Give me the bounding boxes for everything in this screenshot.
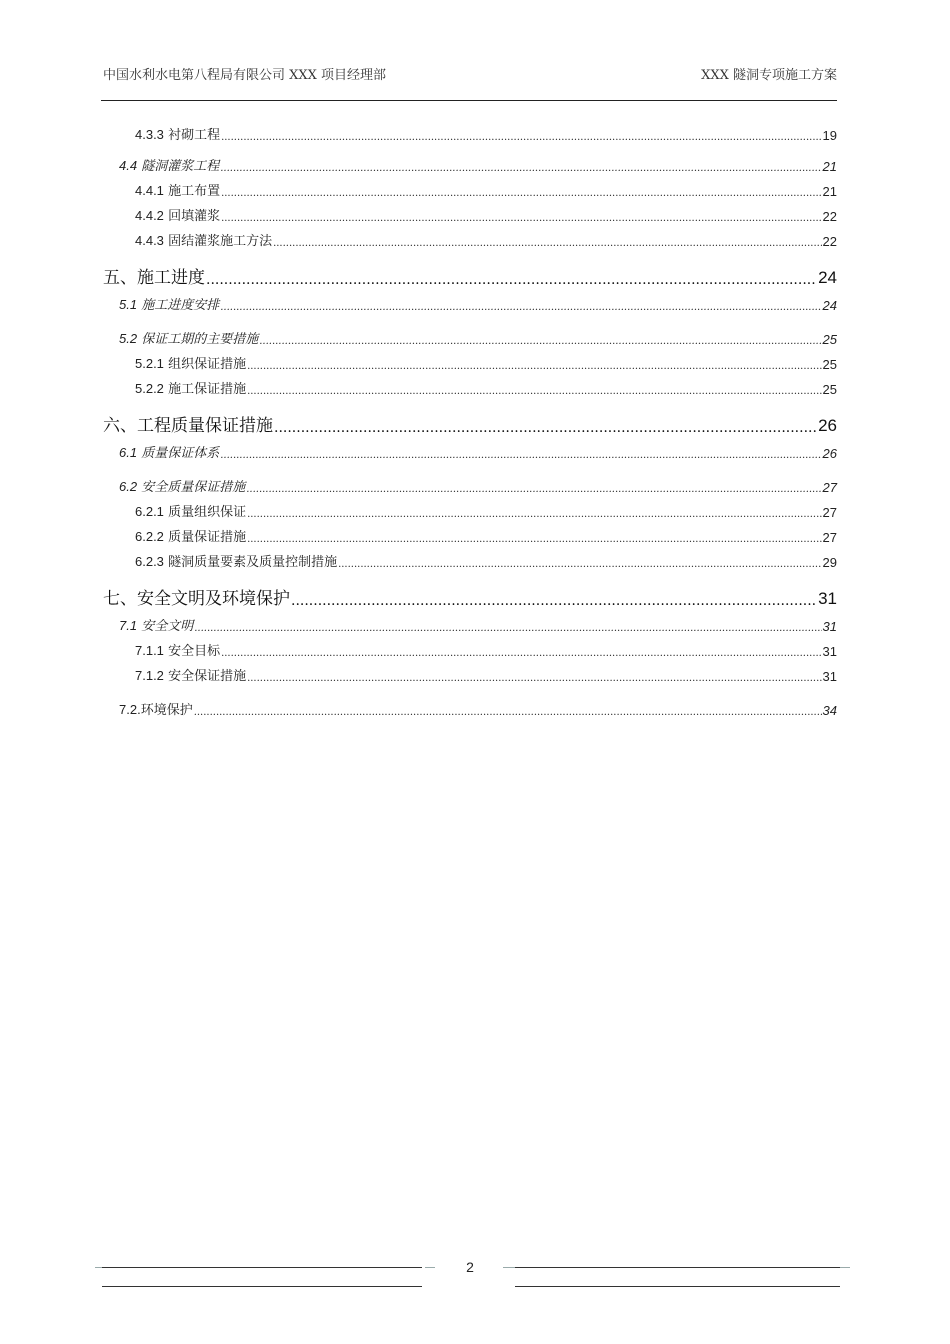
toc-leader: [194, 623, 821, 634]
toc-leader: [273, 238, 821, 249]
toc-title: 安全保证措施: [168, 669, 247, 684]
toc-page: 22: [822, 209, 837, 224]
toc-page: 31: [818, 589, 837, 608]
toc-number: 7.1: [119, 618, 138, 633]
toc-title: 环境保护: [140, 703, 193, 718]
toc-chapter-entry[interactable]: [103, 584, 837, 609]
toc-title: 施工保证措施: [168, 382, 247, 397]
toc-leader: [221, 648, 821, 659]
toc-leader: [338, 559, 821, 570]
toc-title: 施工进度: [137, 268, 205, 288]
header-divider: [101, 100, 837, 101]
toc-number: 4.3.3: [135, 127, 164, 142]
header-left-text: 中国水利水电第八程局有限公司 XXX 项目经理部: [103, 68, 387, 83]
toc-entry[interactable]: [103, 378, 837, 397]
toc-page: 21: [822, 159, 837, 174]
toc-leader: [220, 163, 821, 174]
toc-leader: [221, 213, 821, 224]
toc-number: 七、: [103, 589, 137, 609]
toc-page: 26: [822, 446, 837, 461]
toc-leader: [247, 361, 821, 372]
toc-title: 施工进度安排: [141, 298, 220, 313]
toc-leader: [220, 450, 821, 461]
toc-page: 25: [822, 382, 837, 397]
footer-rule: [840, 1267, 850, 1268]
toc-leader: [274, 420, 817, 436]
toc-title: 安全目标: [168, 644, 221, 659]
toc-leader: [291, 593, 817, 609]
toc-entry[interactable]: [103, 124, 837, 143]
toc-number: 5.2: [119, 331, 138, 346]
toc-page: 29: [822, 555, 837, 570]
toc-chapter-entry[interactable]: [103, 411, 837, 436]
toc-number: 6.2.2: [135, 529, 164, 544]
toc-number: 4.4: [119, 158, 138, 173]
toc-entry[interactable]: [103, 551, 837, 570]
toc-entry[interactable]: [103, 476, 837, 495]
toc-number: 4.4.3: [135, 233, 164, 248]
toc-title: 质量保证体系: [141, 446, 220, 461]
toc-title: 安全文明: [141, 619, 194, 634]
toc-entry[interactable]: [103, 640, 837, 659]
table-of-contents: [103, 124, 837, 718]
toc-entry[interactable]: [103, 501, 837, 520]
toc-entry[interactable]: [103, 665, 837, 684]
toc-entry[interactable]: [103, 442, 837, 461]
toc-title: 施工布置: [168, 184, 221, 199]
page-number: 2: [466, 1259, 474, 1275]
toc-title: 隧洞灌浆工程: [141, 159, 220, 174]
toc-number: 五、: [103, 268, 137, 288]
toc-title: 安全质量保证措施: [141, 480, 246, 495]
toc-number: 6.2: [119, 479, 138, 494]
toc-number: 六、: [103, 416, 137, 436]
toc-leader: [247, 386, 821, 397]
toc-number: 5.1: [119, 297, 138, 312]
page-footer: [95, 1255, 845, 1295]
toc-leader: [220, 302, 821, 313]
toc-page: 31: [822, 619, 837, 634]
footer-rule: [503, 1267, 515, 1268]
toc-entry[interactable]: [103, 230, 837, 249]
toc-entry[interactable]: [103, 526, 837, 545]
toc-page: 22: [822, 234, 837, 249]
toc-leader: [206, 272, 817, 288]
toc-page: 31: [822, 644, 837, 659]
toc-leader: [221, 132, 821, 143]
toc-number: 7.1.2: [135, 668, 164, 683]
toc-number: 6.2.1: [135, 504, 164, 519]
header-right-text: XXX 隧洞专项施工方案: [701, 68, 837, 83]
toc-page: 34: [822, 703, 837, 718]
toc-entry[interactable]: [103, 699, 837, 718]
toc-leader: [194, 707, 822, 718]
toc-title: 安全文明及环境保护: [137, 589, 290, 609]
toc-number: 5.2.2: [135, 381, 164, 396]
toc-number: 4.4.1: [135, 183, 164, 198]
toc-number: 5.2.1: [135, 356, 164, 371]
toc-page: 25: [822, 332, 837, 347]
toc-page: 27: [822, 505, 837, 520]
toc-title: 组织保证措施: [168, 357, 247, 372]
toc-page: 24: [822, 298, 837, 313]
footer-rule: [515, 1286, 840, 1287]
toc-leader: [247, 534, 821, 545]
toc-page: 19: [822, 128, 837, 143]
toc-title: 固结灌浆施工方法: [168, 234, 273, 249]
toc-entry[interactable]: [103, 205, 837, 224]
toc-page: 31: [822, 669, 837, 684]
toc-leader: [259, 336, 821, 347]
toc-page: 27: [822, 480, 837, 495]
footer-rule: [102, 1286, 422, 1287]
toc-entry[interactable]: [103, 328, 837, 347]
toc-title: 保证工期的主要措施: [141, 332, 259, 347]
toc-entry[interactable]: [103, 155, 837, 174]
toc-number: 7.2.: [119, 702, 141, 717]
toc-title: 隧洞质量要素及质量控制措施: [168, 555, 338, 570]
toc-page: 24: [818, 268, 837, 287]
toc-title: 工程质量保证措施: [137, 416, 273, 436]
toc-title: 质量保证措施: [168, 530, 247, 545]
toc-title: 衬砌工程: [168, 128, 221, 143]
toc-title: 回填灌浆: [168, 209, 221, 224]
toc-leader: [247, 509, 821, 520]
toc-number: 6.1: [119, 445, 138, 460]
toc-page: 26: [818, 416, 837, 435]
toc-entry[interactable]: [103, 353, 837, 372]
toc-number: 4.4.2: [135, 208, 164, 223]
toc-leader: [247, 673, 821, 684]
toc-entry[interactable]: [103, 294, 837, 313]
toc-page: 27: [822, 530, 837, 545]
toc-number: 7.1.1: [135, 643, 164, 658]
footer-rule: [515, 1267, 840, 1268]
toc-entry[interactable]: [103, 615, 837, 634]
toc-page: 25: [822, 357, 837, 372]
toc-number: 6.2.3: [135, 554, 164, 569]
toc-leader: [246, 484, 821, 495]
page-header: [103, 64, 837, 86]
toc-leader: [221, 188, 821, 199]
toc-title: 质量组织保证: [168, 505, 247, 520]
toc-entry[interactable]: [103, 180, 837, 199]
toc-chapter-entry[interactable]: [103, 263, 837, 288]
toc-page: 21: [822, 184, 837, 199]
